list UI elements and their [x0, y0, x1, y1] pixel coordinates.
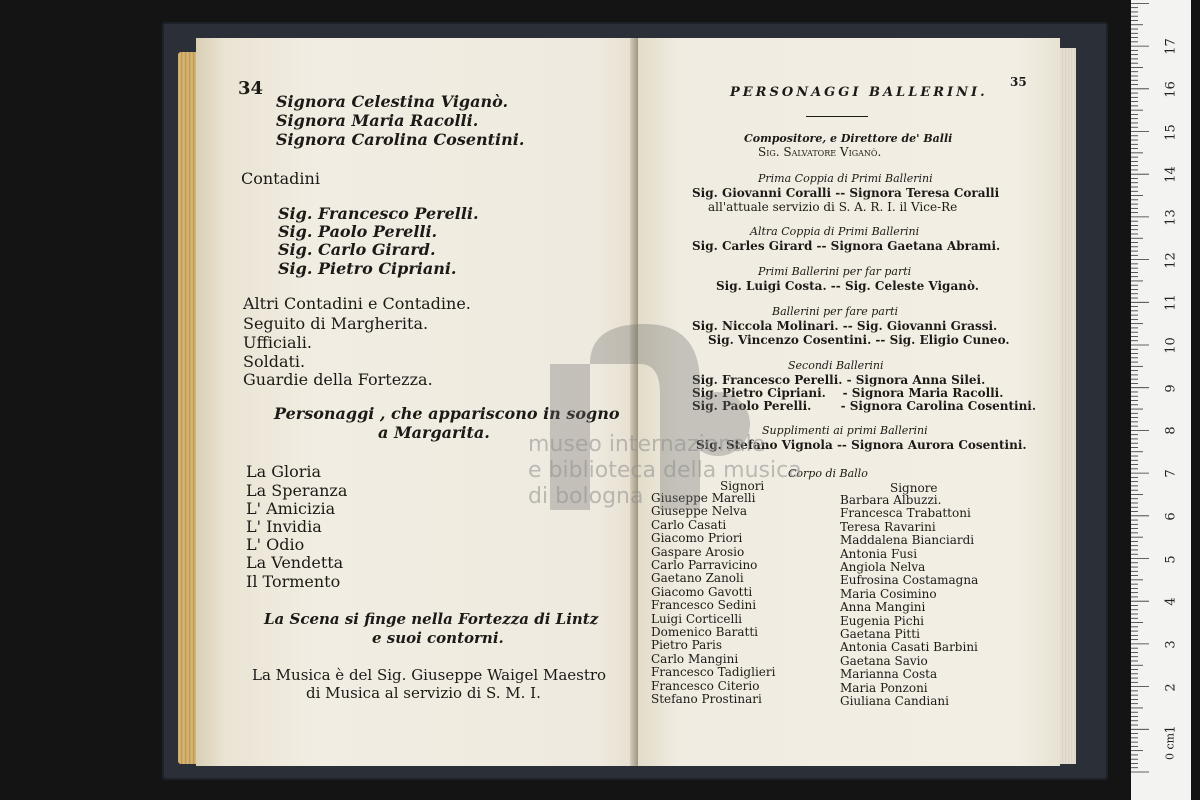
signora-name-female: Marianna Costa — [840, 667, 938, 682]
section-line: Sig. Carles Girard -- Signora Gaetana Abrami. — [692, 239, 1001, 253]
corpo-di-ballo-title: Corpo di Ballo — [788, 467, 868, 480]
right-page-heading: PERSONAGGI BALLERINI. — [730, 85, 988, 100]
section-line: Sig. Paolo Perelli. - Signora Carolina Cosentini. — [692, 399, 1037, 413]
signore-name-male: Carlo Mangini — [651, 651, 739, 666]
signora-name-female: Antonia Casati Barbini — [840, 640, 978, 655]
cast-line: Signora Celestina Viganò. — [276, 92, 509, 111]
contadino-line: Sig. Francesco Perelli. — [278, 204, 479, 223]
dream-character: L' Invidia — [246, 517, 322, 536]
signora-name-female: Antonia Fusi — [840, 546, 918, 561]
signora-name-female: Barbara Albuzzi. — [840, 493, 942, 507]
right-page-number: 35 — [1010, 75, 1027, 89]
section-line: Sig. Luigi Costa. -- Sig. Celeste Viganò. — [716, 279, 979, 293]
contadino-line: Sig. Paolo Perelli. — [278, 222, 438, 241]
left-page-number: 34 — [238, 78, 264, 99]
contadino-line: Sig. Pietro Cipriani. — [278, 259, 457, 278]
ruler-unit: 0 cm — [1163, 732, 1177, 761]
cast-line: Signora Carolina Cosentini. — [276, 130, 525, 149]
music-credit-continued: di Musica al servizio di S. M. I. — [306, 684, 541, 702]
ruler-ticks — [1131, 0, 1191, 800]
music-credit: La Musica è del Sig. Giuseppe Waigel Maestro — [252, 666, 607, 684]
signore-name-male: Francesco Citerio — [651, 678, 760, 693]
section-title: Secondi Ballerini — [788, 359, 884, 372]
dream-character: L' Amicizia — [246, 499, 336, 518]
dream-heading-continued: a Margarita. — [378, 423, 490, 442]
dream-character: La Speranza — [246, 481, 348, 500]
signore-name-male: Francesco Sedini — [651, 598, 757, 613]
section-title: Primi Ballerini per far parti — [758, 265, 912, 278]
other-role-line: Guardie della Fortezza. — [243, 370, 433, 389]
signore-name-male: Francesco Tadiglieri — [651, 665, 776, 680]
signora-name-female: Maddalena Bianciardi — [840, 533, 975, 548]
signora-name-female: Francesca Trabattoni — [840, 506, 971, 521]
signora-name-female: Teresa Ravarini — [840, 519, 936, 534]
other-role-line: Seguito di Margherita. — [243, 314, 429, 333]
ruler-number: 10 — [1163, 337, 1179, 354]
ruler-number: 11 — [1163, 294, 1179, 312]
dream-character: Il Tormento — [246, 572, 341, 591]
dream-character: La Vendetta — [246, 553, 344, 572]
ruler-number: 1 — [1163, 725, 1179, 734]
dream-character: La Gloria — [246, 462, 322, 481]
ruler-number: 4 — [1163, 597, 1179, 606]
ruler-number: 9 — [1163, 384, 1179, 393]
ruler-number: 16 — [1163, 81, 1179, 98]
signora-name-female: Maria Ponzoni — [840, 680, 928, 695]
signore-name-male: Pietro Paris — [651, 638, 723, 653]
signora-name-female: Eufrosina Costamagna — [840, 573, 979, 588]
section-line: all'attuale servizio di S. A. R. I. il Vice-Re — [708, 200, 958, 214]
signora-name-female: Angiola Nelva — [840, 560, 926, 574]
measurement-ruler — [1131, 0, 1191, 800]
section-title: Altra Coppia di Primi Ballerini — [750, 225, 920, 238]
ruler-number: 15 — [1163, 123, 1179, 141]
ruler-number: 6 — [1163, 512, 1179, 521]
signora-name-female: Maria Cosimino — [840, 586, 937, 601]
section-line: Sig. Niccola Molinari. -- Sig. Giovanni Grassi. — [692, 319, 998, 333]
ruler-number: 14 — [1163, 166, 1179, 183]
signore-name-male: Stefano Prostinari — [651, 692, 762, 706]
signora-name-female: Gaetana Pitti — [840, 627, 920, 641]
page-edges-right — [1058, 48, 1076, 764]
ruler-number: 17 — [1163, 38, 1179, 55]
composer-name: Sig. Salvatore Viganò. — [758, 145, 882, 159]
contadino-line: Sig. Carlo Girard. — [278, 240, 436, 259]
scene-description: La Scena si finge nella Fortezza di Lintz — [264, 610, 599, 628]
section-line: Sig. Giovanni Coralli -- Signora Teresa Coralli — [692, 186, 1000, 200]
signore-name-male: Giuseppe Marelli — [651, 491, 756, 505]
section-line: Sig. Francesco Perelli. - Signora Anna Silei. — [692, 373, 986, 387]
ruler-number: 3 — [1163, 640, 1179, 649]
heading-rule — [806, 116, 868, 117]
signore-name-male: Gaspare Arosio — [651, 544, 745, 559]
section-title: Prima Coppia di Primi Ballerini — [758, 172, 933, 185]
ruler-number: 8 — [1163, 426, 1179, 436]
ruler-number: 12 — [1163, 251, 1179, 269]
dream-heading: Personaggi , che appariscono in sogno — [274, 404, 620, 423]
signore-name-male: Gaetano Zanoli — [651, 571, 744, 586]
contadini-heading: Contadini — [241, 169, 320, 188]
signori-label: Signori — [720, 479, 765, 493]
signore-name-male: Giacomo Priori — [651, 531, 743, 546]
section-line: Sig. Pietro Cipriani. - Signora Maria Racolli. — [692, 386, 1004, 400]
other-role-line: Ufficiali. — [243, 333, 312, 352]
other-role-line: Altri Contadini e Contadine. — [243, 294, 471, 313]
dream-character: L' Odio — [246, 535, 305, 554]
scene-description-continued: e suoi contorni. — [372, 629, 504, 647]
signore-name-male: Domenico Baratti — [651, 625, 758, 639]
ruler-number: 7 — [1163, 469, 1179, 478]
section-line: Sig. Stefano Vignola -- Signora Aurora Cosentini. — [696, 438, 1027, 452]
signora-name-female: Giuliana Candiani — [840, 694, 949, 708]
signora-name-female: Anna Mangini — [840, 600, 926, 615]
section-title: Ballerini per fare parti — [772, 305, 899, 318]
signora-name-female: Gaetana Savio — [840, 653, 928, 668]
signore-label: Signore — [890, 481, 938, 495]
watermark-line: museo internazionale — [528, 432, 766, 457]
signore-name-male: Giacomo Gavotti — [651, 584, 753, 599]
ruler-number: 5 — [1163, 554, 1179, 564]
ruler-number: 2 — [1163, 682, 1179, 692]
signore-name-male: Luigi Corticelli — [651, 611, 743, 626]
section-title: Supplimenti ai primi Ballerini — [762, 424, 928, 437]
watermark-line: e biblioteca della musica — [528, 458, 802, 483]
signore-name-male: Carlo Parravicino — [651, 558, 758, 572]
watermark-line: di bologna — [528, 484, 644, 509]
open-book — [178, 38, 1078, 770]
other-role-line: Soldati. — [243, 352, 306, 371]
signore-name-male: Carlo Casati — [651, 517, 727, 532]
ruler-number: 13 — [1163, 209, 1179, 226]
cast-line: Signora Maria Racolli. — [276, 111, 479, 130]
signora-name-female: Eugenia Pichi — [840, 613, 925, 628]
composer-role: Compositore, e Direttore de' Balli — [744, 132, 953, 145]
section-line: Sig. Vincenzo Cosentini. -- Sig. Eligio Cuneo. — [708, 333, 1010, 347]
signore-name-male: Giuseppe Nelva — [651, 504, 748, 519]
